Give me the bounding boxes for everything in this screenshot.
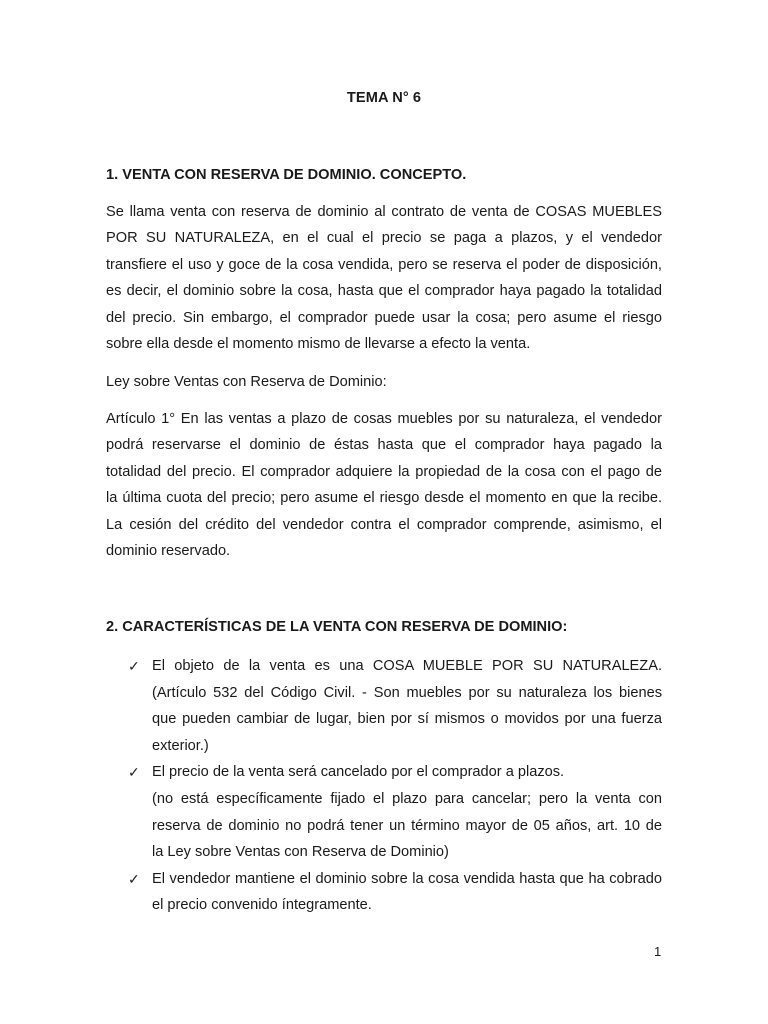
- paragraph-line: sobre ella desde el momento mismo de llevarse a efecto la venta.: [106, 336, 531, 353]
- list-item-line: (no está específicamente fijado el plazo para cancelar; pero la venta con: [152, 790, 662, 807]
- page-title: TEMA N° 6: [346, 90, 422, 106]
- law-title: [106, 369, 662, 395]
- list-item-line: (Artículo 532 del Código Civil. - Son muebles por su naturaleza los bienes: [152, 684, 662, 701]
- concept-paragraph: [106, 199, 662, 357]
- paragraph-line: del precio. Sin embargo, el comprador puede usar la cosa; pero asume el riesgo: [106, 309, 662, 326]
- list-item: [106, 653, 662, 759]
- list-item-line: reserva de dominio no podrá tener un término mayor de 05 años, art. 10 de: [152, 817, 662, 834]
- paragraph-line: transfiere el uso y goce de la cosa vendida, pero se reserva el poder de disposición,: [106, 256, 662, 273]
- list-item-line: la Ley sobre Ventas con Reserva de Dominio): [152, 844, 449, 861]
- list-item-line: El precio de la venta será cancelado por el comprador a plazos.: [152, 764, 565, 781]
- list-item: [106, 759, 662, 865]
- paragraph-line: dominio reservado.: [106, 543, 231, 560]
- list-item-line: que pueden cambiar de lugar, bien por sí mismos o movidos por una fuerza: [152, 711, 662, 728]
- checkmark-icon: ✓: [128, 658, 140, 674]
- section-2-heading: 2. CARACTERÍSTICAS DE LA VENTA CON RESERVA DE DOMINIO:: [106, 619, 568, 635]
- law-title-text: Ley sobre Ventas con Reserva de Dominio:: [106, 374, 387, 390]
- list-item: [106, 866, 662, 919]
- page-number: 1: [654, 944, 662, 959]
- paragraph-line: la última cuota del precio; pero asume el riesgo desde el momento en que la recibe.: [106, 490, 662, 507]
- paragraph-line: La cesión del crédito del vendedor contra el comprador comprende, asimismo, el: [106, 516, 662, 533]
- checkmark-icon: ✓: [128, 870, 140, 887]
- paragraph-line: es decir, el dominio sobre la cosa, hasta que el comprador haya pagado la totalidad: [106, 283, 662, 300]
- characteristics-list: [106, 653, 662, 919]
- checkmark-icon: ✓: [128, 764, 140, 781]
- paragraph-line: Se llama venta con reserva de dominio al contrato de venta de COSAS MUEBLES: [106, 204, 662, 220]
- list-item-line: El objeto de la venta es una COSA MUEBLE POR SU NATURALEZA.: [152, 658, 662, 674]
- paragraph-line: totalidad del precio. El comprador adquiere la propiedad de la cosa con el pago de: [106, 463, 662, 480]
- paragraph-line: Artículo 1° En las ventas a plazo de cosas muebles por su naturaleza, el vendedor: [106, 411, 662, 427]
- list-item-line: El vendedor mantiene el dominio sobre la cosa vendida hasta que ha cobrado: [152, 870, 662, 887]
- section-1-heading: 1. VENTA CON RESERVA DE DOMINIO. CONCEPTO.: [106, 167, 467, 183]
- paragraph-line: POR SU NATURALEZA, en el cual el precio se paga a plazos, y el vendedor: [106, 230, 662, 247]
- paragraph-line: podrá reservarse el dominio de éstas hasta que el comprador haya pagado la: [106, 437, 662, 454]
- list-item-line: el precio convenido íntegramente.: [152, 897, 372, 914]
- article-paragraph: [106, 406, 662, 564]
- list-item-line: exterior.): [152, 737, 209, 754]
